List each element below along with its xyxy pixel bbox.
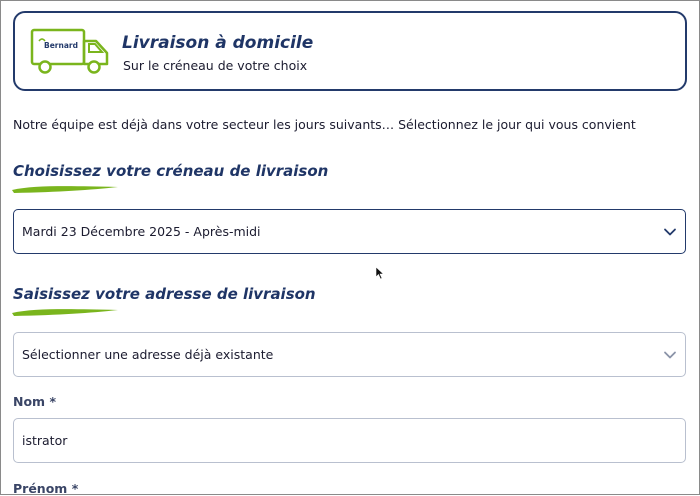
delivery-slot-select[interactable] [13,209,686,254]
card-subtitle: Sur le créneau de votre choix [123,58,308,73]
existing-address-select[interactable] [13,332,686,377]
mouse-cursor-icon [375,266,385,280]
chevron-down-icon [663,225,677,239]
existing-address-placeholder: Sélectionner une adresse déjà existante [22,347,274,362]
nom-input[interactable] [13,418,686,463]
home-delivery-card [13,11,687,91]
nom-label-text: Nom [13,394,46,409]
prenom-label [13,481,78,496]
brand-logo-text: Bernard [44,41,78,50]
slot-section-title: Choisissez votre créneau de livraison [13,162,329,180]
address-section-title: Saisissez votre adresse de livraison [13,285,316,303]
nom-label [13,394,56,409]
truck-icon [30,27,110,77]
intro-text: Notre équipe est déjà dans votre secteur les jours suivants… Sélectionnez le jour qui vous convient [13,117,636,132]
brush-underline [10,306,120,318]
delivery-slot-value: Mardi 23 Décembre 2025 - Après-midi [22,224,261,239]
brush-underline [10,183,120,195]
required-mark: * [49,394,56,409]
required-mark: * [71,481,79,496]
card-title: Livraison à domicile [122,33,314,53]
chevron-down-icon [663,348,677,362]
prenom-label-text: Prénom [13,481,68,496]
